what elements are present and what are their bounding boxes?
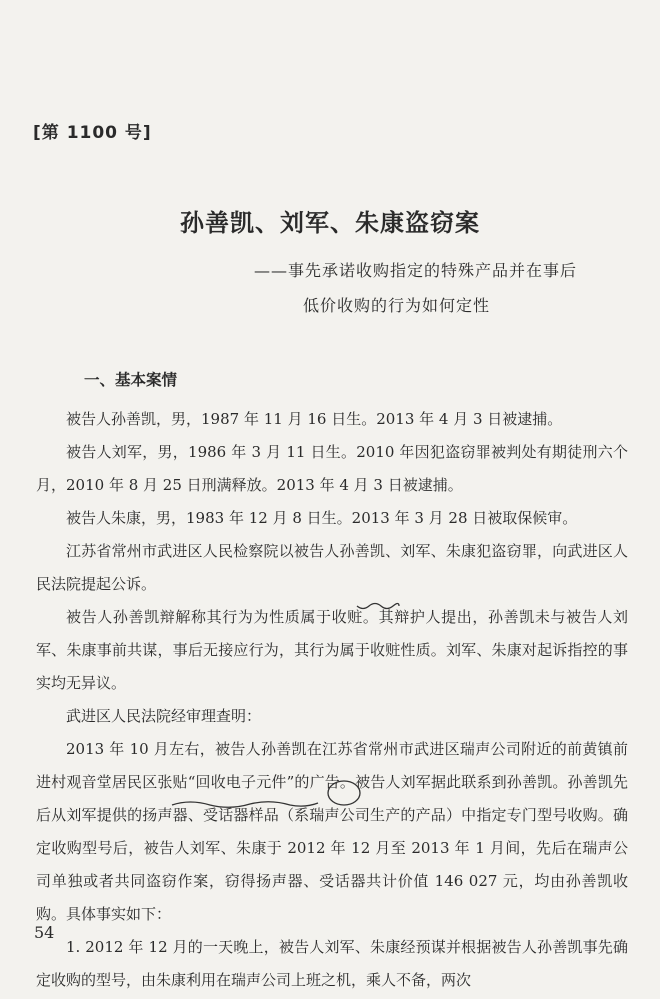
subtitle-line-1: ——事先承诺收购指定的特殊产品并在事后 xyxy=(254,261,578,280)
body-text xyxy=(36,403,628,997)
case-number: [第 1100 号] xyxy=(33,123,152,143)
paragraph: 武进区人民法院经审理查明： xyxy=(66,707,262,725)
paragraph: 被告人孙善凯辩解称其行为为性质属于收赃。其辩护人提出，孙善凯未与被告人刘军、朱康事前共谋，事后无接应行为，其行为属于收赃性质。刘军、朱康对起诉指控的事实均无异议。 xyxy=(36,608,628,692)
paragraph: 被告人刘军，男，1986 年 3 月 11 日生。2010 年因犯盗窃罪被判处有期徒刑六个月，2010 年 8 月 25 日刑满释放。2013 年 4 月 3 日被逮捕。 xyxy=(36,443,628,494)
page-number: 54 xyxy=(34,923,55,942)
section-heading: 一、基本案情 xyxy=(84,371,178,389)
paragraph: 1. 2012 年 12 月的一天晚上，被告人刘军、朱康经预谋并根据被告人孙善凯事先确定收购的型号，由朱康利用在瑞声公司上班之机，乘人不备，两次 xyxy=(36,938,628,989)
paragraph: 被告人朱康，男，1983 年 12 月 8 日生。2013 年 3 月 28 日被取保候审。 xyxy=(66,509,578,527)
paragraph: 2013 年 10 月左右，被告人孙善凯在江苏省常州市武进区瑞声公司附近的前黄镇前进村观音堂居民区张贴“回收电子元件”的广告。被告人刘军据此联系到孙善凯。孙善凯先后从刘军提供的扬声器、受话器样品（系瑞声公司生产的产品）中指定专门型号收购。确定收购型号后，被告人刘军、朱康于 2012 年 12 月至 2013 年 1 月间，先后在瑞声公司单独或者共同盗窃作案，窃得扬声器、受话器共计价值 146 027 元，均由孙善凯收购。具体事实如下： xyxy=(36,740,628,923)
case-title: 孙善凯、刘军、朱康盗窃案 xyxy=(180,208,480,237)
paragraph: 江苏省常州市武进区人民检察院以被告人孙善凯、刘军、朱康犯盗窃罪，向武进区人民法院提起公诉。 xyxy=(36,542,628,593)
subtitle-line-2: 低价收购的行为如何定性 xyxy=(303,296,491,315)
paragraph: 被告人孙善凯，男，1987 年 11 月 16 日生。2013 年 4 月 3 日被逮捕。 xyxy=(66,410,563,428)
